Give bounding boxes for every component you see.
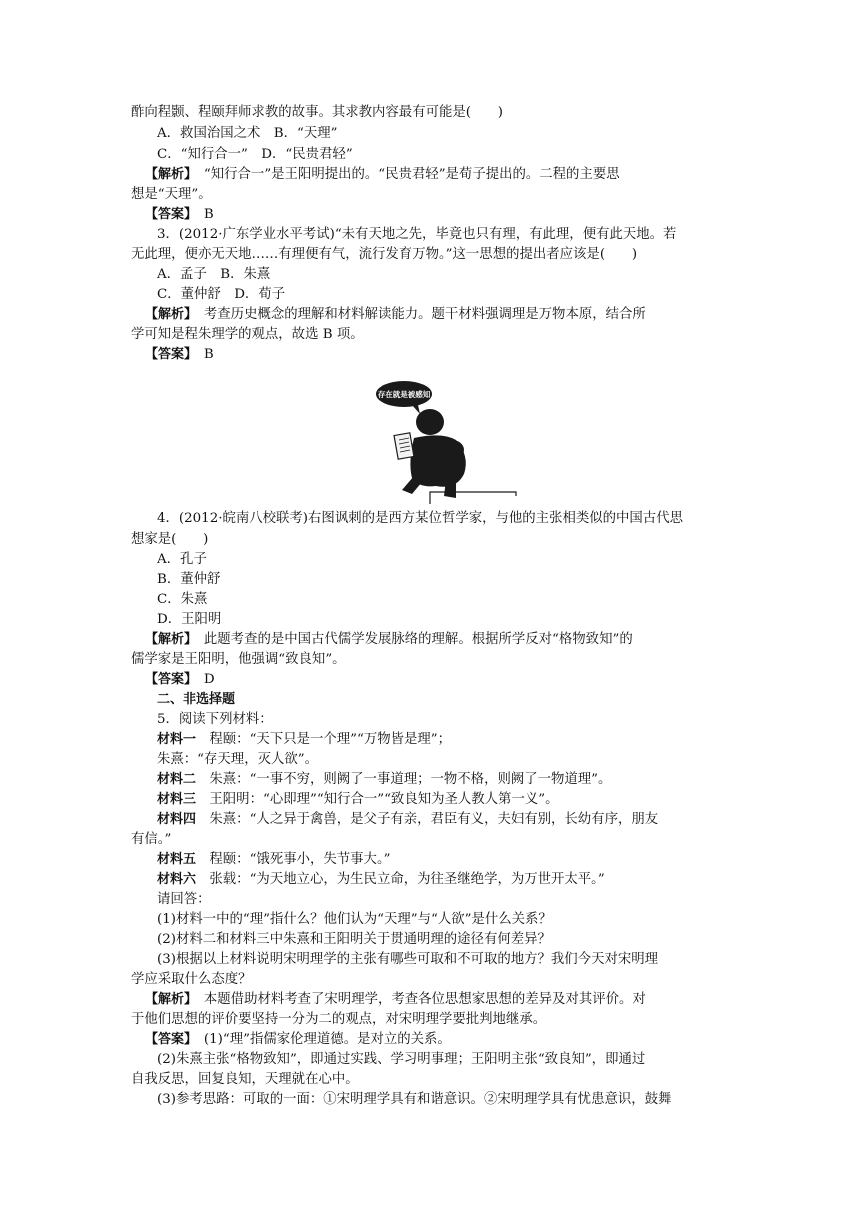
analysis-text: 考查历史概念的理解和材料解读能力。题干材料强调理是万物本原，结合所 — [203, 307, 646, 322]
text-line: 学可知是程朱理学的观点，故选 B 项。 — [131, 327, 364, 342]
material-line: 朱熹：“存天理，灭人欲”。 — [157, 752, 318, 767]
text-line: 自我反思，回复良知，天理就在心中。 — [131, 1072, 359, 1087]
question-line: 3．(2012·广东学业水平考试)“未有天地之先，毕竟也只有理，有此理，便有此天地。若 — [157, 227, 677, 242]
analysis-line — [145, 990, 736, 1010]
text-line: 有信。” — [131, 832, 172, 847]
material-line — [157, 730, 736, 750]
text-line: 儒学家是王阳明，他强调“致良知”。 — [131, 652, 346, 667]
material-line — [157, 770, 736, 790]
text-line: 学应采取什么态度？ — [131, 972, 252, 987]
answer-label: 【答案】 — [145, 207, 191, 222]
analysis-line — [145, 165, 736, 185]
text-line: 无此理，便亦无天地……有理便有气，流行发育万物。”这一思想的提出者应该是( ) — [131, 247, 638, 262]
text-line: 于他们思想的评价要坚持一分为二的观点，对宋明理学要批判地继承。 — [131, 1012, 547, 1027]
answer-value: D — [203, 672, 215, 687]
option-line: D．王阳明 — [157, 612, 222, 627]
option-line: A．救国治国之术 B．“天理” — [157, 126, 338, 141]
analysis-text: 本题借助材料考查了宋明理学，考查各位思想家思想的差异及对其评价。对 — [203, 992, 646, 1007]
material-line — [157, 790, 736, 810]
analysis-line — [145, 305, 736, 325]
question-line: 5．阅读下列材料： — [157, 712, 273, 727]
bubble-text: 存在就是被感知 — [377, 390, 431, 399]
answer-line — [145, 345, 736, 365]
option-line: C．“知行合一” D．“民贵君轻” — [157, 147, 353, 162]
material-text: 张载：“为天地立心，为生民立命，为往圣继绝学，为万世开太平。” — [209, 872, 605, 887]
material-label: 材料四 — [157, 812, 197, 827]
material-text: 程颐：“饿死事小，失节事大。” — [209, 852, 391, 867]
analysis-text: 此题考查的是中国古代儒学发展脉络的理解。根据所学反对“格物致知”的 — [203, 632, 633, 647]
analysis-label: 【解析】 — [145, 167, 191, 182]
answer-line — [145, 670, 736, 690]
section-heading: 二、非选择题 — [157, 692, 236, 707]
sub-question: (3)根据以上材料说明宋明理学的主张有哪些可取和不可取的地方？我们今天对宋明理 — [157, 952, 659, 967]
material-label: 材料六 — [157, 872, 197, 887]
analysis-line — [145, 630, 736, 650]
answer-text: (3)参考思路：可取的一面：①宋明理学具有和谐意识。②宋明理学具有忧患意识，鼓舞 — [157, 1092, 672, 1107]
answer-line — [145, 205, 736, 225]
sub-question: (2)材料二和材料三中朱熹和王阳明关于贯通明理的途径有何差异？ — [157, 932, 551, 947]
option-line: B．董仲舒 — [157, 572, 221, 587]
option-line: A．孟子 B．朱熹 — [157, 267, 271, 282]
philosopher-silhouette-icon — [352, 376, 522, 504]
answer-value: B — [203, 347, 214, 362]
material-label: 材料二 — [157, 772, 197, 787]
answer-text: (2)朱熹主张“格物致知”，即通过实践、学习明事理；王阳明主张“致良知”，即通过 — [157, 1052, 646, 1067]
text-line: 酢向程颢、程颐拜师求教的故事。其求教内容最有可能是( ) — [131, 105, 503, 120]
question-line: 4．(2012·皖南八校联考)右图讽刺的是西方某位哲学家，与他的主张相类似的中国古代思 — [157, 511, 683, 526]
material-text: 朱熹：“一事不穷，则阙了一事道理；一物不格，则阙了一物道理”。 — [209, 772, 612, 787]
answer-line — [145, 1030, 736, 1050]
option-line: A．孔子 — [157, 552, 207, 567]
material-line — [157, 870, 736, 890]
answer-label: 【答案】 — [145, 347, 191, 362]
answer-value: (1)“理”指儒家伦理道德。是对立的关系。 — [203, 1032, 451, 1047]
analysis-label: 【解析】 — [145, 992, 191, 1007]
material-text: 王阳明：“心即理”“知行合一”“致良知为圣人教人第一义”。 — [209, 792, 559, 807]
material-text: 朱熹：“人之异于禽兽，是父子有亲，君臣有义，夫妇有别，长幼有序，朋友 — [209, 812, 659, 827]
analysis-label: 【解析】 — [145, 307, 191, 322]
text-line: 想是“天理”。 — [131, 187, 212, 202]
answer-label: 【答案】 — [145, 1032, 191, 1047]
material-text: 程颐：“天下只是一个理”“万物皆是理”； — [209, 732, 452, 747]
material-label: 材料三 — [157, 792, 197, 807]
text-line: 想家是( ) — [131, 532, 209, 547]
material-line — [157, 850, 736, 870]
material-label: 材料五 — [157, 852, 197, 867]
answer-label: 【答案】 — [145, 672, 191, 687]
option-line: C．朱熹 — [157, 592, 208, 607]
material-label: 材料一 — [157, 732, 197, 747]
sub-question: (1)材料一中的“理”指什么？他们认为“天理”与“人欲”是什么关系？ — [157, 912, 552, 927]
text-line: 请回答： — [157, 892, 211, 907]
satire-cartoon — [352, 376, 522, 504]
option-line: C．董仲舒 D．荀子 — [157, 287, 286, 302]
analysis-label: 【解析】 — [145, 632, 191, 647]
material-line — [157, 810, 736, 830]
analysis-text: “知行合一”是王阳明提出的。“民贵君轻”是荀子提出的。二程的主要思 — [203, 167, 620, 182]
answer-value: B — [203, 207, 214, 222]
